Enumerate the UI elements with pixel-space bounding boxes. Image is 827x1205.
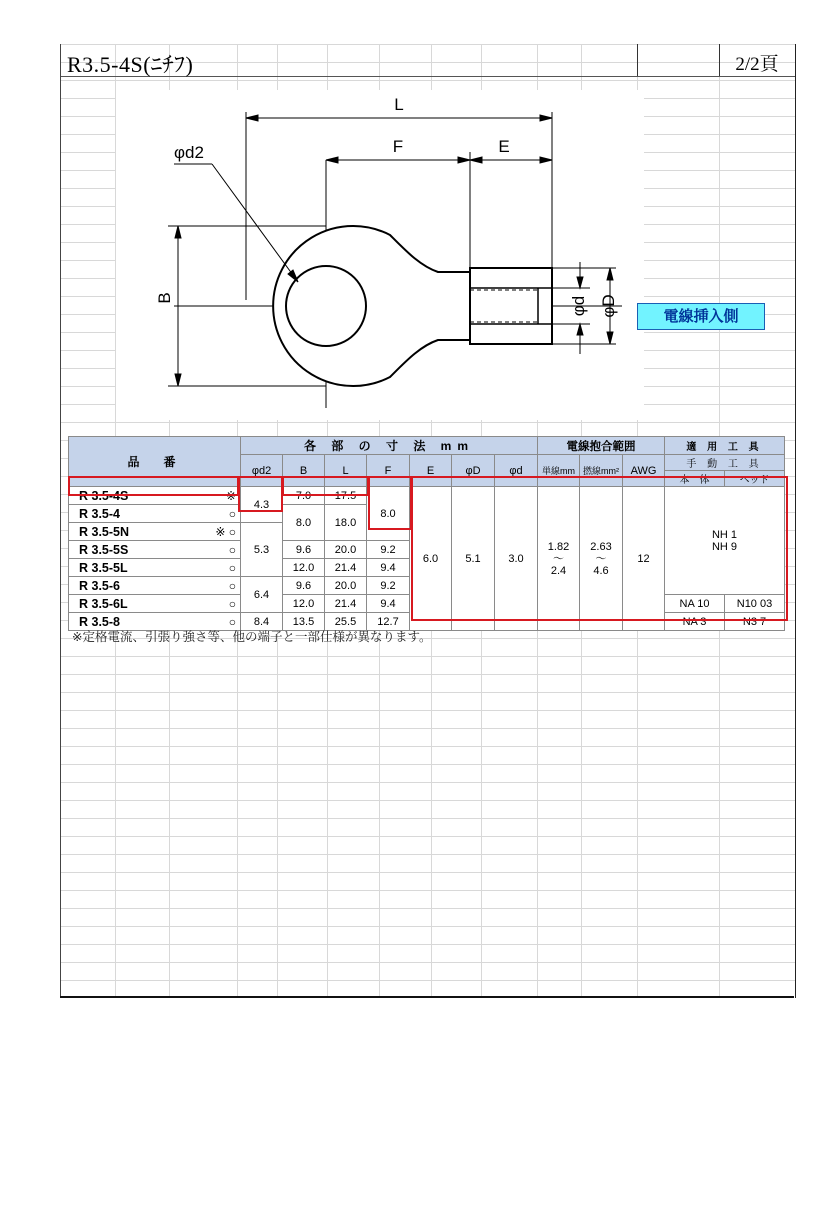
dim-label-l: L bbox=[394, 95, 404, 114]
header-dimensions: 各 部 の 寸 法 mm bbox=[241, 437, 538, 455]
stranded-min: 2.63 bbox=[590, 540, 612, 553]
value-l: 17.5 bbox=[325, 487, 367, 505]
header-manual-tools: 手 動 工 具 bbox=[665, 455, 785, 471]
value-l: 21.4 bbox=[325, 595, 367, 613]
stud-hole bbox=[286, 266, 366, 346]
tool-nh-1: NH 1 bbox=[711, 528, 738, 541]
part-mark: ○ bbox=[197, 595, 241, 613]
part-number: R 3.5-4S bbox=[69, 487, 197, 505]
col-d2: φd2 bbox=[241, 455, 283, 487]
tool-nh-cell bbox=[665, 487, 785, 595]
part-mark: ○ bbox=[197, 613, 241, 631]
value-f: 9.2 bbox=[367, 577, 410, 595]
value-d2: 8.4 bbox=[241, 613, 283, 631]
value-f: 9.4 bbox=[367, 559, 410, 577]
tool-head-10: N10 03 bbox=[725, 595, 785, 613]
dim-label-f: F bbox=[392, 137, 404, 156]
spec-table bbox=[68, 436, 785, 631]
dim-label-d2: φd2 bbox=[174, 143, 204, 162]
footnote: ※定格電流、引張り強さ等、他の端子と一部仕様が異なります。 bbox=[72, 630, 432, 644]
part-number: R 3.5-5S bbox=[69, 541, 197, 559]
part-number: R 3.5-5N bbox=[69, 523, 197, 541]
solid-min: 1.82 bbox=[547, 540, 570, 553]
part-mark: ○ bbox=[197, 541, 241, 559]
page-bottom-border bbox=[60, 996, 794, 998]
value-l: 20.0 bbox=[325, 577, 367, 595]
part-number: R 3.5-6L bbox=[69, 595, 197, 613]
value-d2: 6.4 bbox=[241, 577, 283, 613]
table-row bbox=[69, 487, 785, 505]
stranded-tilde: 〜 bbox=[595, 552, 607, 565]
value-l: 25.5 bbox=[325, 613, 367, 631]
col-dd: φD bbox=[452, 455, 495, 487]
page-number: 2/2頁 bbox=[735, 54, 779, 75]
value-l: 20.0 bbox=[325, 541, 367, 559]
col-solid: 単線mm bbox=[538, 455, 580, 487]
header-tools: 適 用 工 具 bbox=[665, 437, 785, 455]
header-body: 本 体 bbox=[665, 471, 725, 487]
sheet-title: R3.5-4S(ﾆﾁﾌ) bbox=[67, 52, 194, 77]
col-b: B bbox=[283, 455, 325, 487]
value-l: 21.4 bbox=[325, 559, 367, 577]
value-b: 13.5 bbox=[283, 613, 325, 631]
header-wire-range: 電線抱合範囲 bbox=[538, 437, 665, 455]
solid-max: 2.4 bbox=[550, 564, 567, 577]
value-b: 12.0 bbox=[283, 595, 325, 613]
col-stranded: 撚線mm² bbox=[580, 455, 623, 487]
value-b: 9.6 bbox=[283, 541, 325, 559]
solid-tilde: 〜 bbox=[553, 552, 564, 565]
title-row bbox=[61, 44, 795, 76]
dim-label-e: E bbox=[498, 137, 510, 156]
col-d: φd bbox=[495, 455, 538, 487]
dim-label-dd: φD bbox=[599, 294, 618, 318]
value-f: 12.7 bbox=[367, 613, 410, 631]
value-stranded bbox=[580, 487, 623, 631]
value-d: 3.0 bbox=[495, 487, 538, 631]
value-d2: 4.3 bbox=[241, 487, 283, 523]
dim-label-b: B bbox=[155, 292, 174, 304]
part-mark: ※ ○ bbox=[197, 523, 241, 541]
part-mark: ○ bbox=[197, 577, 241, 595]
part-number: R 3.5-4 bbox=[69, 505, 197, 523]
part-mark: ※ bbox=[197, 487, 241, 505]
col-awg: AWG bbox=[623, 455, 665, 487]
value-b: 9.6 bbox=[283, 577, 325, 595]
stranded-max: 4.6 bbox=[593, 564, 609, 577]
part-number: R 3.5-5L bbox=[69, 559, 197, 577]
value-b: 8.0 bbox=[283, 505, 325, 541]
value-d2: 5.3 bbox=[241, 523, 283, 577]
value-dd: 5.1 bbox=[452, 487, 495, 631]
wire-insertion-side-label: 電線挿入側 bbox=[637, 303, 765, 330]
value-b: 7.0 bbox=[283, 487, 325, 505]
value-f: 9.4 bbox=[367, 595, 410, 613]
value-e: 6.0 bbox=[410, 487, 452, 631]
part-number: R 3.5-8 bbox=[69, 613, 197, 631]
value-l: 18.0 bbox=[325, 505, 367, 541]
value-solid bbox=[538, 487, 580, 631]
col-f: F bbox=[367, 455, 410, 487]
header-part-no: 品 番 bbox=[69, 437, 241, 487]
value-f: 9.2 bbox=[367, 541, 410, 559]
barrel bbox=[470, 268, 552, 344]
value-f: 8.0 bbox=[367, 487, 410, 541]
dim-label-d: φd bbox=[569, 295, 588, 317]
tool-head-3: N3 7 bbox=[725, 613, 785, 631]
col-e: E bbox=[410, 455, 452, 487]
value-b: 12.0 bbox=[283, 559, 325, 577]
tool-na-10: NA 10 bbox=[665, 595, 725, 613]
tool-nh-9: NH 9 bbox=[711, 540, 738, 553]
value-awg: 12 bbox=[623, 487, 665, 631]
header-head: ヘッド bbox=[725, 471, 785, 487]
tool-na-3: NA 3 bbox=[665, 613, 725, 631]
part-number: R 3.5-6 bbox=[69, 577, 197, 595]
part-mark: ○ bbox=[197, 505, 241, 523]
part-mark: ○ bbox=[197, 559, 241, 577]
col-l: L bbox=[325, 455, 367, 487]
ring-terminal-drawing bbox=[60, 78, 794, 438]
